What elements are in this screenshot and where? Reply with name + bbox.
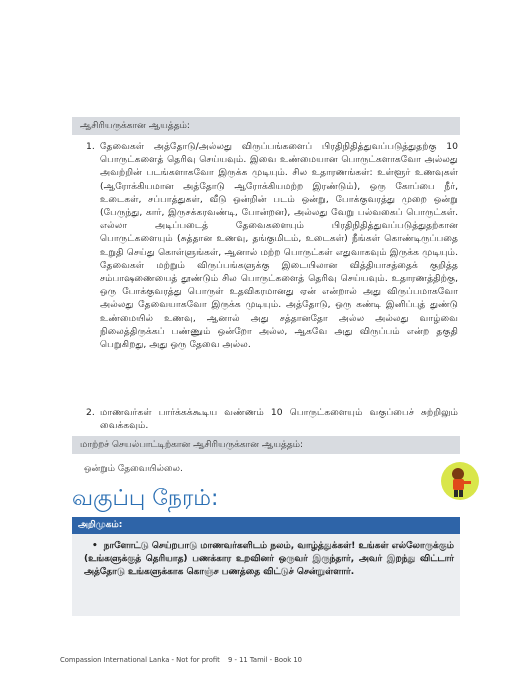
- bullet-icon: •: [92, 541, 98, 551]
- footer-left: Compassion International Lanka - Not for profit: [60, 656, 220, 664]
- page-footer: [60, 656, 480, 664]
- prep-item-2-text: மாணவர்கள் பார்க்கக்கூடிய வண்ணம் 10 பொருட்களையும் வகுப்பைச் சுற்றிலும் வைக்கவும்.: [100, 407, 458, 432]
- prep-item-2-number: 2.: [86, 407, 95, 418]
- prep-item-1-text: தேவைகள் அத்தோடு/அல்லது விருப்பங்களைப் பிரதிநிதித்துவப்படுத்துதற்கு 10 பொருட்களைத் தெரிவு செய்யவும். இவை உண்மையான பொருட்களாகவோ அல்லது அவற்றின் படங்களாகவோ இருக்க முடியும். சில உதாரணங்கள்: உள்ளூர் உணவுகள் (ஆரோக்கியமான அத்தோடு ஆரோக்கியமற்ற இரண்டும்), ஒரு கோப்பை நீர், உடைகள், சப்பாத்துகள், வீடு ஒன்றின் படம் ஒன்று, போக்குவரத்து முறை ஒன்று (பேருந்து, கார், இருசக்கரவண்டி, போன்றன), அல்லது வேறு பல்வகைப் பொருட்கள். எல்லா அடிப்படைத் தேவைகளையும் பிரதிநிதித்துவப்படுத்துதற்கான பொருட்களையும் (சுத்தான உணவு, தங்குமிடம், உடைகள்) நீங்கள் கொண்டிருப்பதை உறுதி செய்து கொள்ளுங்கள், ஆனால் மற்ற பொருட்கள் எதுவாகவும் இருக்க முடியும். தேவைகள் மற்றும் விருப்பங்களுக்கு இடையிலான வித்தியாசத்தைக் குறித்த சம்பாஷணையைத் தூண்டும் சில பொருட்களைத் தெரிவு செய்யவும். உதாரணத்திற்கு, ஒரு போக்குவரத்து பொருள் உதவிகரமானது ஏன் என்றால் அது விருப்பமாகவோ அல்லது தேவையாகவோ இருக்க முடியும். அத்தோடு, ஒரு கண்டி இனிப்புத் துண்டு உண்மையில் உணவு, ஆனால் அது சத்தானதோ அல்ல அல்லது வாழ்வை நிலைத்திருக்கப் பண்ணும் ஒன்றோ அல்ல, ஆகவே அது விருப்பம் என்ற தகுதி பெறுகிறது, அது ஒரு தேவை அல்ல.: [100, 141, 458, 351]
- activity-prep-label: மாற்றச் செயல்பாட்டிற்கான ஆசிரியருக்கான ஆயத்தம்:: [80, 440, 303, 450]
- activity-prep-label-band: [72, 436, 460, 454]
- introduction-label: அறிமுகம்:: [78, 520, 123, 530]
- teacher-prep-label: ஆசிரியருக்கான ஆயத்தம்:: [80, 121, 190, 131]
- cartoon-figure-icon: [440, 461, 480, 501]
- teacher-prep-label-band: [72, 117, 460, 135]
- introduction-text: நாளோட்டு செய்றபாடு மாணவர்களிடம் நலம், வாழ்த்துக்கள்! உங்கள் எல்லோருக்கும் (உங்களுக்குத் தெரியாத) பணக்கார உறவினர் ஒருவர் இருந்தார், அவர் இறந்து விட்டார் அத்தோடு உங்களுக்காக கொஞ்ச பணத்தை விட்டுச் சென்றுள்ளார்.: [84, 541, 454, 577]
- activity-prep-text: ஒன்றும் தேவையில்லை.: [84, 464, 183, 474]
- prep-item-1-number: 1.: [86, 141, 95, 152]
- footer-right: 9 - 11 Tamil - Book 10: [228, 656, 302, 664]
- prep-item-2: [86, 406, 458, 432]
- introduction-text-block: [84, 540, 454, 579]
- prep-item-1: [86, 140, 458, 351]
- introduction-label-bar: [72, 517, 460, 534]
- class-time-heading: வகுப்பு நேரம்:: [72, 486, 219, 511]
